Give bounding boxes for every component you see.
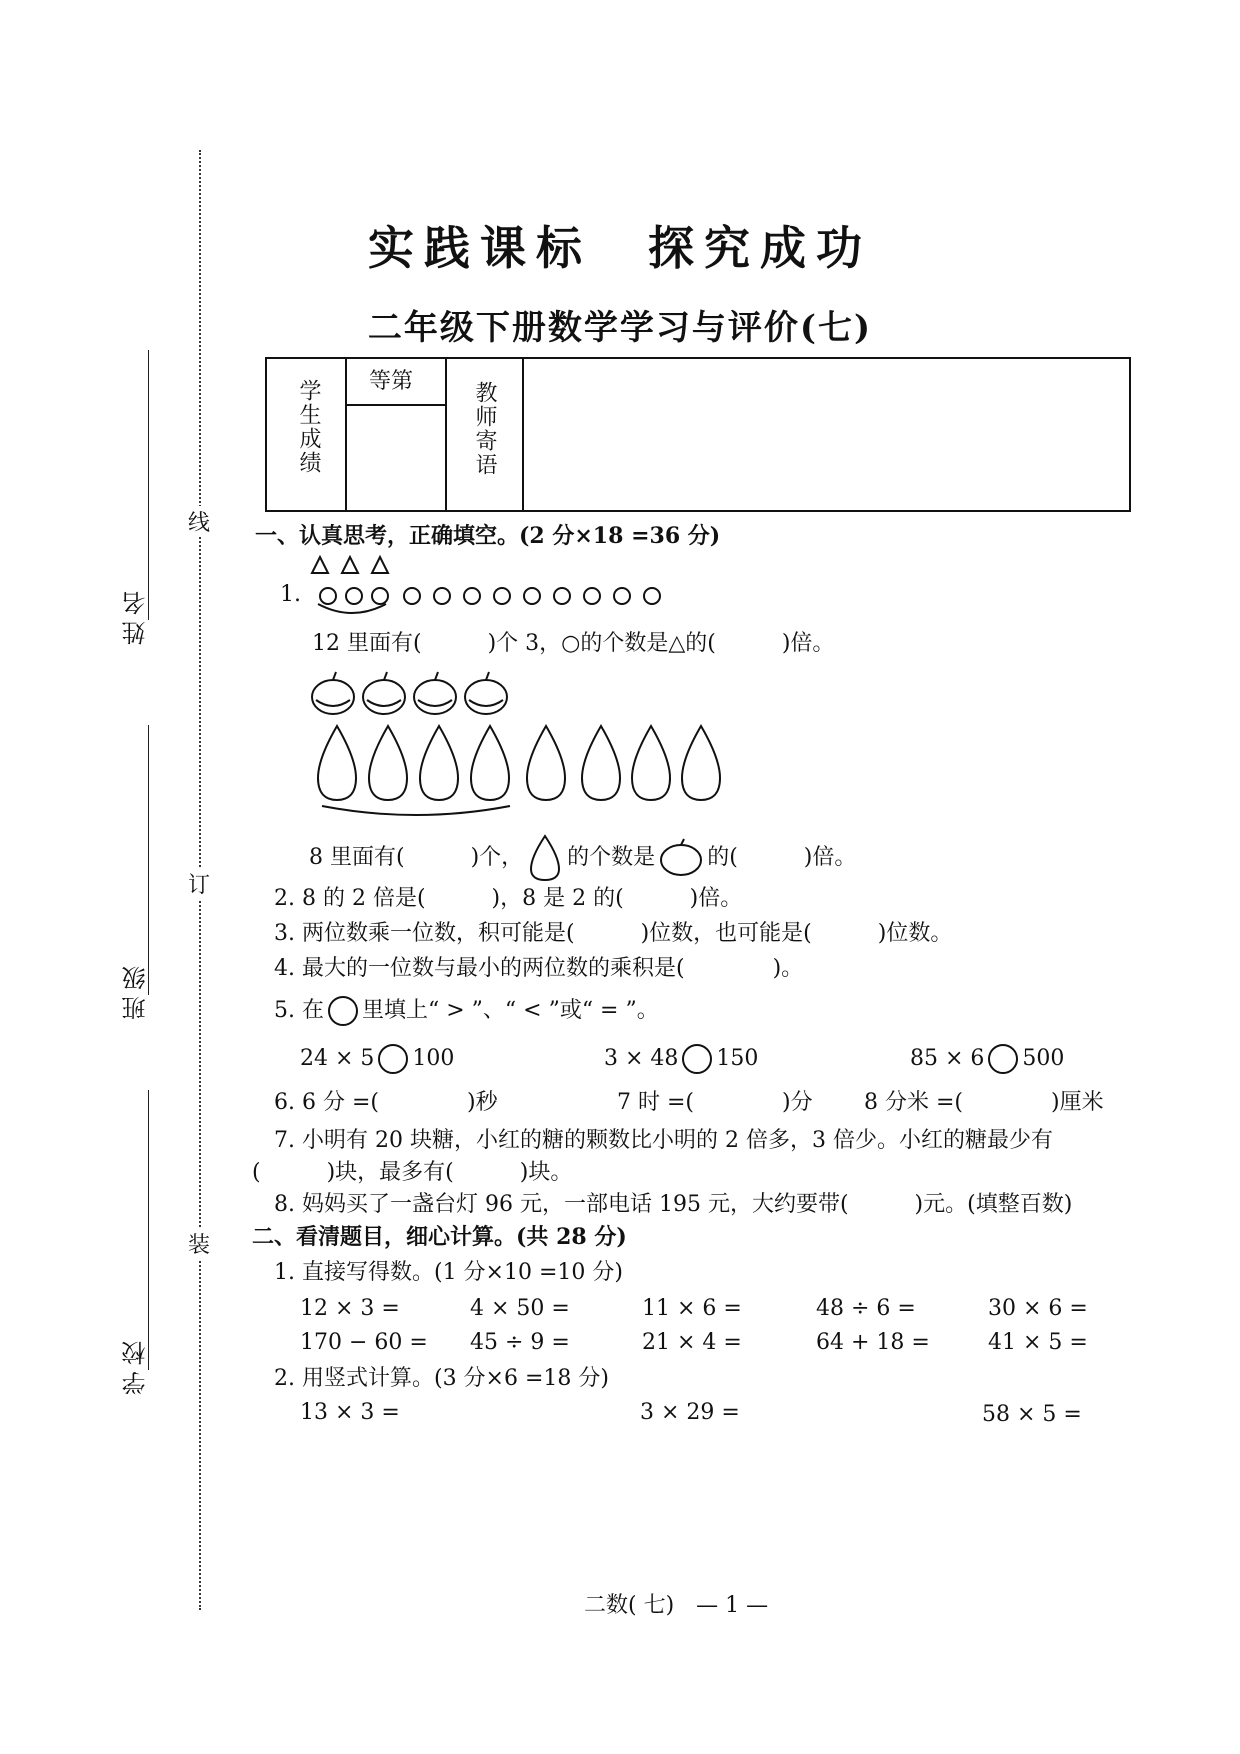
q2-text: 2. 8 的 2 倍是( )，8 是 2 的( )倍。: [274, 886, 743, 911]
calc-item: 21 × 4 =: [642, 1330, 742, 1355]
circle-icon: [464, 588, 480, 604]
school-field[interactable]: [148, 1090, 149, 1370]
q6-item: 6. 6 分 =( )秒: [274, 1090, 498, 1115]
q1b-mid: 的个数是: [567, 845, 656, 870]
worksheet-title: 二年级下册数学学习与评价(七): [367, 308, 873, 348]
compare-right: 150: [716, 1046, 759, 1071]
student-score-cell: [267, 359, 347, 510]
class-field[interactable]: [148, 725, 149, 995]
part2-heading: 2. 用竖式计算。(3 分×6 =18 分): [274, 1366, 609, 1391]
calc-item: 45 ÷ 9 =: [470, 1330, 570, 1355]
compare-circle-icon: [328, 996, 358, 1026]
work-area[interactable]: [265, 1440, 1125, 1560]
apple-icon: [414, 672, 456, 714]
q1b-after: 的( )倍。: [707, 845, 857, 870]
apple-icon: [363, 672, 405, 714]
page-number: 二数( 七) — 1 —: [584, 1593, 769, 1618]
rank-cell: [345, 359, 447, 510]
vertical-calc-item: 3 × 29 =: [640, 1400, 740, 1425]
q5-before: 5. 在: [274, 998, 324, 1023]
triangle-icon: [312, 557, 328, 573]
circle-icon: [494, 588, 510, 604]
compare-left: 24 × 5: [300, 1046, 375, 1071]
calc-item: 41 × 5 =: [988, 1330, 1088, 1355]
calc-item: 11 × 6 =: [642, 1296, 742, 1321]
apple-icon: [312, 672, 354, 714]
circle-icon: [346, 588, 362, 604]
circle-icon: [554, 588, 570, 604]
class-label: 班级: [122, 960, 150, 1020]
q7-line2: ( )块，最多有( )块。: [252, 1160, 573, 1185]
compare-answer-circle[interactable]: [378, 1044, 408, 1074]
rank-divider: [345, 404, 445, 406]
calc-item: 48 ÷ 6 =: [816, 1296, 916, 1321]
name-label: 姓名: [122, 585, 150, 645]
q1-number: 1.: [280, 582, 301, 607]
calc-item: 64 + 18 =: [816, 1330, 930, 1355]
compare-answer-circle[interactable]: [682, 1044, 712, 1074]
compare-item: [604, 1044, 758, 1074]
apple-icon: [657, 838, 705, 878]
pear-icon: [527, 726, 565, 800]
q1b-line: [309, 833, 856, 883]
triangle-row: [310, 554, 400, 576]
q5-after: 里填上“ > ”、“ < ”或“ = ”。: [361, 998, 659, 1023]
calc-item: 12 × 3 =: [300, 1296, 400, 1321]
school-label: 学校: [122, 1335, 150, 1395]
binding-char-bind: 订: [188, 868, 210, 899]
teacher-comment-cell: [445, 359, 524, 510]
compare-left: 85 × 6: [910, 1046, 985, 1071]
triangle-icon: [372, 557, 388, 573]
compare-right: 100: [412, 1046, 455, 1071]
teacher-comment-field[interactable]: [525, 363, 1125, 506]
triangle-icon: [342, 557, 358, 573]
worksheet-slogan: 实践课标 探究成功: [368, 221, 872, 275]
circle-icon: [434, 588, 450, 604]
pear-row: [312, 720, 732, 820]
circle-icon: [320, 588, 336, 604]
q8-text: 8. 妈妈买了一盏台灯 96 元，一部电话 195 元，大约要带( )元。(填整百数): [274, 1192, 1073, 1217]
pear-icon: [420, 726, 458, 800]
section1-heading: 一、认真思考，正确填空。(2 分×18 =36 分): [255, 523, 721, 549]
group-brace: [318, 604, 386, 613]
student-score-label: 学生成绩: [296, 379, 321, 475]
pear-icon: [632, 726, 670, 800]
rank-label: 等第: [369, 369, 414, 394]
q3-text: 3. 两位数乘一位数，积可能是( )位数，也可能是( )位数。: [274, 921, 953, 946]
pear-icon: [369, 726, 407, 800]
score-table: [265, 357, 1131, 512]
apple-icon: [465, 672, 507, 714]
calc-item: 170 − 60 =: [300, 1330, 428, 1355]
compare-item: [910, 1044, 1064, 1074]
pear-icon: [582, 726, 620, 800]
compare-answer-circle[interactable]: [988, 1044, 1018, 1074]
q4-text: 4. 最大的一位数与最小的两位数的乘积是( )。: [274, 956, 804, 981]
name-field[interactable]: [148, 350, 149, 620]
pear-icon: [682, 726, 720, 800]
calc-item: 4 × 50 =: [470, 1296, 570, 1321]
circle-icon: [584, 588, 600, 604]
q6-item: 7 时 =( )分: [617, 1090, 813, 1115]
circle-icon: [404, 588, 420, 604]
compare-item: [300, 1044, 454, 1074]
pear-icon: [471, 726, 509, 800]
vertical-calc-item: 13 × 3 =: [300, 1400, 400, 1425]
q5-text: [274, 996, 659, 1026]
circle-icon: [372, 588, 388, 604]
section2-heading: 二、看清题目，细心计算。(共 28 分): [252, 1224, 627, 1250]
circle-icon: [524, 588, 540, 604]
q1-text: 12 里面有( )个 3，○的个数是△的( )倍。: [312, 631, 835, 656]
part1-heading: 1. 直接写得数。(1 分×10 =10 分): [274, 1260, 623, 1285]
teacher-comment-label: 教师寄语: [472, 381, 497, 477]
binding-char-seal: 装: [188, 1228, 210, 1259]
circle-row: [316, 584, 696, 624]
binding-char-line: 线: [188, 506, 210, 537]
circle-icon: [644, 588, 660, 604]
compare-left: 3 × 48: [604, 1046, 679, 1071]
pear-icon: [318, 726, 356, 800]
apple-row: [310, 668, 520, 718]
q1b-before: 8 里面有( )个，: [309, 845, 524, 870]
q6-item: 8 分米 =( )厘米: [864, 1090, 1104, 1115]
circle-icon: [614, 588, 630, 604]
vertical-calc-item: 58 × 5 =: [982, 1402, 1082, 1427]
calc-item: 30 × 6 =: [988, 1296, 1088, 1321]
group-brace: [322, 806, 510, 815]
q7-line1: 7. 小明有 20 块糖，小红的糖的颗数比小明的 2 倍多，3 倍少。小红的糖最少有: [274, 1128, 1053, 1153]
pear-icon: [525, 833, 565, 883]
compare-right: 500: [1022, 1046, 1065, 1071]
